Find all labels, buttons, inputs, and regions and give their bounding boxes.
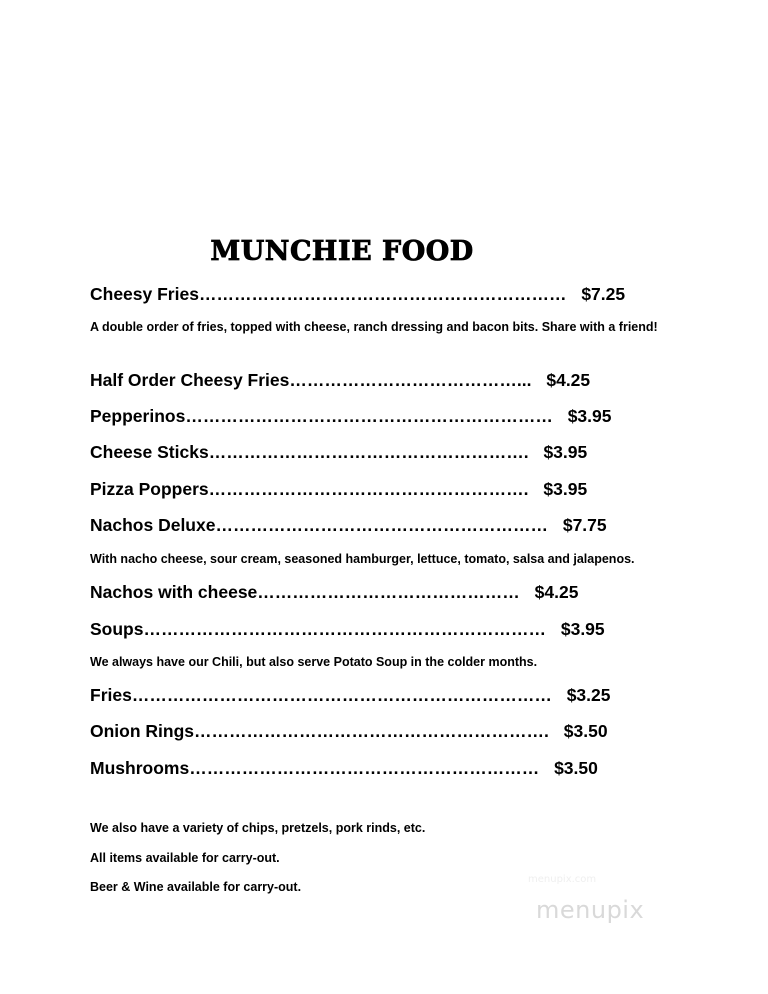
item-description-nachos-deluxe: With nacho cheese, sour cream, seasoned hamburger, lettuce, tomato, salsa and jalapenos. (90, 552, 635, 566)
menu-item-nachos-deluxe (90, 514, 607, 536)
item-name: Pepperinos (90, 406, 186, 426)
item-price: $3.95 (560, 619, 605, 639)
item-leader: …………………………………... (289, 370, 532, 390)
menupix-watermark-logo: menupix (536, 896, 645, 924)
item-price: $3.95 (543, 442, 588, 462)
item-name: Soups (90, 619, 144, 639)
menu-item-cheesy-fries (90, 283, 625, 305)
item-name: Half Order Cheesy Fries (90, 370, 290, 390)
item-description-cheesy-fries: A double order of fries, topped with cheese, ranch dressing and bacon bits. Share with a friend! (90, 320, 658, 334)
menu-item-fries (90, 684, 611, 706)
menu-item-cheese-sticks (90, 441, 587, 463)
item-price: $3.25 (566, 685, 611, 705)
item-name: Onion Rings (90, 721, 195, 741)
item-price: $3.50 (563, 721, 608, 741)
item-leader: ……………………………………………………… (185, 406, 553, 426)
item-leader: ……………………………………………………… (198, 284, 567, 304)
note-chips-variety: We also have a variety of chips, pretzels, pork rinds, etc. (90, 821, 426, 835)
menu-item-nachos-with-cheese (90, 581, 578, 603)
menu-item-half-order-cheesy-fries (90, 369, 590, 391)
item-price: $3.95 (543, 479, 588, 499)
note-beer-wine-carry-out: Beer & Wine available for carry-out. (90, 880, 302, 894)
item-price: $3.95 (567, 406, 612, 426)
menu-title: MUNCHIE FOOD (210, 236, 474, 267)
item-price: $3.50 (554, 758, 598, 778)
item-name: Cheese Sticks (90, 442, 209, 462)
item-leader: ………………………………………………. (208, 479, 529, 499)
item-name: Pizza Poppers (90, 479, 209, 499)
item-name: Nachos with cheese (90, 582, 258, 602)
item-description-soups: We always have our Chili, but also serve Potato Soup in the colder months. (90, 655, 538, 669)
item-price: $4.25 (534, 582, 579, 602)
item-leader: ………………………………………………. (208, 442, 529, 462)
menu-item-pizza-poppers (90, 478, 587, 500)
watermark-faint-text: menupix.com (528, 874, 597, 885)
item-leader: …………………………………………………… (189, 758, 540, 778)
item-price: $7.25 (581, 284, 626, 304)
item-name: Fries (90, 685, 132, 705)
item-leader: ……………………………………………………. (194, 721, 549, 741)
item-leader: ………………………………………………… (215, 515, 548, 535)
item-name: Mushrooms (90, 758, 190, 778)
item-leader: ……………………………………………………………… (131, 685, 552, 705)
menu-item-onion-rings (90, 720, 608, 742)
item-name: Nachos Deluxe (90, 515, 216, 535)
menu-item-soups (90, 618, 605, 640)
item-price: $7.75 (562, 515, 607, 535)
item-leader: ……………………………………… (257, 582, 520, 602)
item-name: Cheesy Fries (90, 284, 199, 304)
item-price: $4.25 (546, 370, 591, 390)
menu-item-pepperinos (90, 405, 611, 427)
item-leader: …………………………………………………………… (143, 619, 546, 639)
note-carry-out: All items available for carry-out. (90, 851, 280, 865)
menu-item-mushrooms (90, 757, 598, 779)
